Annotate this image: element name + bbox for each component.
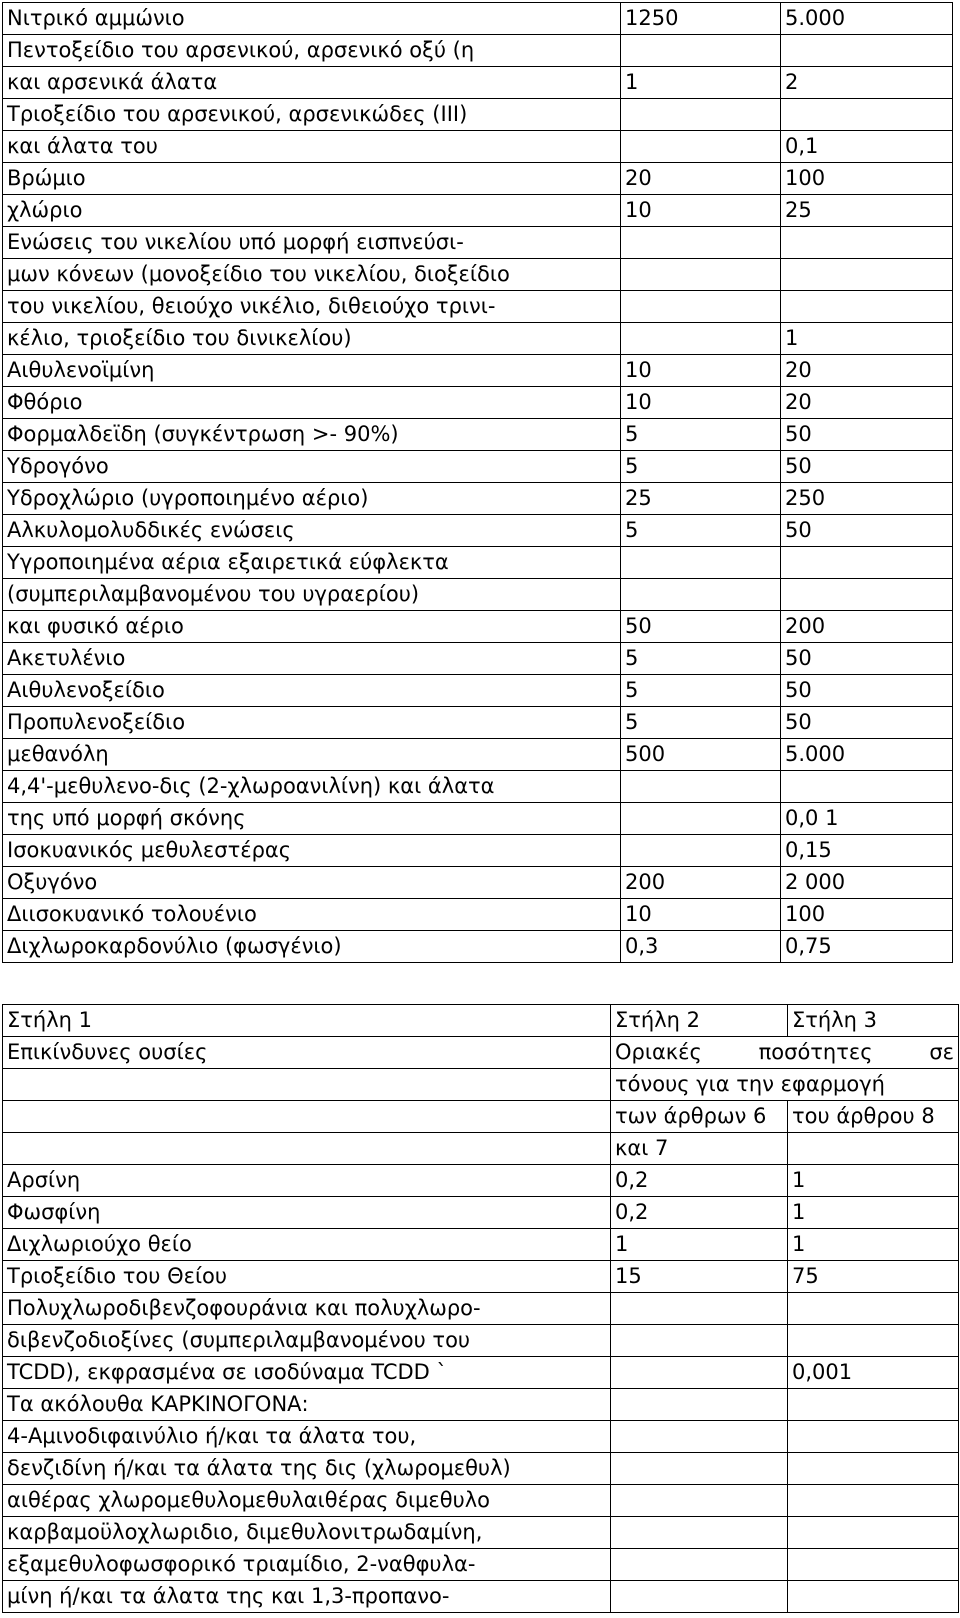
table-row xyxy=(3,67,953,99)
column-2-value-cell xyxy=(621,99,781,131)
column-2-value-cell xyxy=(611,1485,788,1517)
column-2-value-cell: 1 xyxy=(611,1229,788,1261)
substances-table-2 xyxy=(2,1004,959,1613)
substance-name-cell: μεθανόλη xyxy=(3,739,621,771)
substance-name-cell: Φορμαλδεϊδη (συγκέντρωση >- 90%) xyxy=(3,419,621,451)
column-2-value-cell xyxy=(621,131,781,163)
column-3-value-cell: 0,15 xyxy=(781,835,953,867)
table-row xyxy=(3,227,953,259)
substance-name-cell: χλώριο xyxy=(3,195,621,227)
table-row xyxy=(3,1549,959,1581)
table-row xyxy=(3,1197,959,1229)
substance-name-cell: Βρώμιο xyxy=(3,163,621,195)
column-2-value-cell: 10 xyxy=(621,355,781,387)
substance-name-cell: Διχλωροκαρδονύλιο (φωσγένιο) xyxy=(3,931,621,963)
substance-name-cell: Τριοξείδιο του αρσενικού, αρσενικώδες (III) xyxy=(3,99,621,131)
column-2-value-cell xyxy=(611,1357,788,1389)
column-3-value-cell xyxy=(788,1549,959,1581)
column-3-value-cell: 100 xyxy=(781,163,953,195)
column-2-header: Στήλη 2 xyxy=(611,1005,788,1037)
column-3-value-cell xyxy=(781,771,953,803)
column-3-value-cell: 50 xyxy=(781,707,953,739)
column-3-value-cell xyxy=(781,99,953,131)
column-3-value-cell: 0,001 xyxy=(788,1357,959,1389)
column-1-header: Στήλη 1 xyxy=(3,1005,611,1037)
substance-name-cell: Φωσφίνη xyxy=(3,1197,611,1229)
column-2-value-cell xyxy=(621,291,781,323)
table-row xyxy=(3,3,953,35)
table-row xyxy=(3,35,953,67)
column-3-value-cell: 2 000 xyxy=(781,867,953,899)
table-row xyxy=(3,675,953,707)
substances-table-2-header xyxy=(3,1005,959,1165)
subheader-empty-cell xyxy=(3,1133,611,1165)
table-row xyxy=(3,131,953,163)
column-3-value-cell: 1 xyxy=(788,1229,959,1261)
column-3-value-cell xyxy=(788,1517,959,1549)
substance-name-cell: διβενζοδιοξίνες (συμπεριλαμβανομένου του xyxy=(3,1325,611,1357)
column-3-value-cell: 50 xyxy=(781,675,953,707)
column-3-value-cell xyxy=(781,579,953,611)
column-3-value-cell xyxy=(781,291,953,323)
substance-name-cell: Τα ακόλουθα ΚΑΡΚΙΝΟΓΟΝΑ: xyxy=(3,1389,611,1421)
substance-name-cell: 4,4'-μεθυλενο-δις (2-χλωροανιλίνη) και άλατα xyxy=(3,771,621,803)
substance-name-cell: κέλιο, τριοξείδιο του δινικελίου) xyxy=(3,323,621,355)
column-3-value-cell: 25 xyxy=(781,195,953,227)
column-2-value-cell: 1 xyxy=(621,67,781,99)
column-3-value-cell xyxy=(788,1485,959,1517)
table-row xyxy=(3,291,953,323)
column-3-value-cell xyxy=(788,1581,959,1613)
substance-name-cell: δενζιδίνη ή/και τα άλατα της δις (χλωρομεθυλ) xyxy=(3,1453,611,1485)
substance-name-cell: και αρσενικά άλατα xyxy=(3,67,621,99)
table-row xyxy=(3,1357,959,1389)
substance-name-cell: Πεντοξείδιο του αρσενικού, αρσενικό οξύ (η xyxy=(3,35,621,67)
table-row xyxy=(3,451,953,483)
column-3-value-cell: 50 xyxy=(781,451,953,483)
table-row xyxy=(3,611,953,643)
column-2-value-cell: 0,2 xyxy=(611,1197,788,1229)
column-3-value-cell xyxy=(781,547,953,579)
column-2-value-cell: 0,3 xyxy=(621,931,781,963)
table-row xyxy=(3,1485,959,1517)
table-row xyxy=(3,387,953,419)
table-row xyxy=(3,899,953,931)
column-2-value-cell: 5 xyxy=(621,451,781,483)
substance-name-cell: και άλατα του xyxy=(3,131,621,163)
substance-name-cell: αιθέρας χλωρομεθυλομεθυλαιθέρας διμεθυλο xyxy=(3,1485,611,1517)
column-3-value-cell: 200 xyxy=(781,611,953,643)
column-2-value-cell: 500 xyxy=(621,739,781,771)
column-3-value-cell: 0,1 xyxy=(781,131,953,163)
table-row xyxy=(3,547,953,579)
table-row xyxy=(3,643,953,675)
substance-name-cell: Ακετυλένιο xyxy=(3,643,621,675)
table-row xyxy=(3,483,953,515)
column-2-value-cell: 50 xyxy=(621,611,781,643)
subheader-row xyxy=(3,1069,959,1101)
column-3-value-cell: 20 xyxy=(781,387,953,419)
substance-name-cell: TCDD), εκφρασμένα σε ισοδύναμα TCDD ` xyxy=(3,1357,611,1389)
table-row xyxy=(3,1517,959,1549)
column-2-value-cell: 10 xyxy=(621,899,781,931)
substance-name-cell: Ενώσεις του νικελίου υπό μορφή εισπνεύσι- xyxy=(3,227,621,259)
substance-name-cell: Υγροποιημένα αέρια εξαιρετικά εύφλεκτα xyxy=(3,547,621,579)
subheader-row xyxy=(3,1037,959,1069)
table-row xyxy=(3,771,953,803)
substance-name-cell: Οξυγόνο xyxy=(3,867,621,899)
table-row xyxy=(3,195,953,227)
table-row xyxy=(3,1293,959,1325)
substance-name-cell: Διισοκυανικό τολουένιο xyxy=(3,899,621,931)
column-3-value-cell xyxy=(781,259,953,291)
column-3-value-cell: 50 xyxy=(781,419,953,451)
column-2-value-cell xyxy=(611,1581,788,1613)
column-3-value-cell: 50 xyxy=(781,515,953,547)
column-3-value-cell: 50 xyxy=(781,643,953,675)
table-row xyxy=(3,1229,959,1261)
column-3-value-cell: 20 xyxy=(781,355,953,387)
substance-name-cell: 4-Αμινοδιφαινύλιο ή/και τα άλατα του, xyxy=(3,1421,611,1453)
substance-name-cell: Υδρογόνο xyxy=(3,451,621,483)
table-row xyxy=(3,707,953,739)
table-row xyxy=(3,1453,959,1485)
column-2-value-cell: 20 xyxy=(621,163,781,195)
column-2-value-cell: 25 xyxy=(621,483,781,515)
column-2-value-cell xyxy=(621,835,781,867)
column-2-value-cell: 5 xyxy=(621,419,781,451)
column-2-value-cell: 5 xyxy=(621,707,781,739)
column-2-value-cell: 0,2 xyxy=(611,1165,788,1197)
column-3-value-cell: 0,75 xyxy=(781,931,953,963)
column-2-value-cell xyxy=(611,1389,788,1421)
substance-name-cell: Αλκυλομολυδδικές ενώσεις xyxy=(3,515,621,547)
table-row xyxy=(3,1389,959,1421)
column-3-value-cell xyxy=(781,35,953,67)
table-row xyxy=(3,1581,959,1613)
column-3-value-cell xyxy=(788,1293,959,1325)
column-3-value-cell xyxy=(788,1389,959,1421)
table-row xyxy=(3,1261,959,1293)
column-2-value-cell xyxy=(611,1549,788,1581)
column-2-value-cell: 15 xyxy=(611,1261,788,1293)
column-3-value-cell xyxy=(788,1325,959,1357)
substance-name-cell: Αιθυλενοξείδιο xyxy=(3,675,621,707)
column-3-value-cell xyxy=(788,1453,959,1485)
substance-name-cell: Προπυλενοξείδιο xyxy=(3,707,621,739)
column-2-value-cell xyxy=(611,1293,788,1325)
table-row xyxy=(3,259,953,291)
article-8-header: του άρθρου 8 xyxy=(788,1101,959,1133)
table-row xyxy=(3,1325,959,1357)
substance-name-cell: Αιθυλενοϊμίνη xyxy=(3,355,621,387)
column-2-value-cell xyxy=(621,579,781,611)
column-2-value-cell: 5 xyxy=(621,643,781,675)
column-3-value-cell: 0,0 1 xyxy=(781,803,953,835)
table-row xyxy=(3,515,953,547)
table-row xyxy=(3,355,953,387)
column-2-value-cell xyxy=(621,771,781,803)
substance-name-cell: καρβαμοϋλοχλωριδιο, διμεθυλονιτρωδαμίνη, xyxy=(3,1517,611,1549)
substance-name-cell: Νιτρικό αμμώνιο xyxy=(3,3,621,35)
column-3-value-cell: 75 xyxy=(788,1261,959,1293)
column-2-value-cell xyxy=(611,1421,788,1453)
column-2-value-cell xyxy=(611,1517,788,1549)
substance-name-cell: μίνη ή/και τα άλατα της και 1,3-προπανο- xyxy=(3,1581,611,1613)
substances-table-1-body xyxy=(3,3,953,963)
table-row xyxy=(3,99,953,131)
table-row xyxy=(3,835,953,867)
table-row xyxy=(3,739,953,771)
substance-name-cell: Πολυχλωροδιβενζοφουράνια και πολυχλωρο- xyxy=(3,1293,611,1325)
articles-6-7-header-cont: και 7 xyxy=(611,1133,788,1165)
column-2-value-cell: 200 xyxy=(621,867,781,899)
table-row xyxy=(3,1421,959,1453)
column-2-value-cell: 10 xyxy=(621,387,781,419)
column-3-value-cell: 1 xyxy=(788,1165,959,1197)
table-row xyxy=(3,867,953,899)
subheader-empty-cell xyxy=(788,1133,959,1165)
column-2-value-cell: 5 xyxy=(621,675,781,707)
table-row xyxy=(3,419,953,451)
substance-name-cell: Τριοξείδιο του Θείου xyxy=(3,1261,611,1293)
column-2-value-cell xyxy=(621,547,781,579)
column-2-value-cell xyxy=(621,323,781,355)
column-3-value-cell: 5.000 xyxy=(781,739,953,771)
substance-name-cell: μων κόνεων (μονοξείδιο του νικελίου, διοξείδιο xyxy=(3,259,621,291)
substance-name-cell: Φθόριο xyxy=(3,387,621,419)
table-row xyxy=(3,163,953,195)
column-3-value-cell: 1 xyxy=(788,1197,959,1229)
column-2-value-cell: 10 xyxy=(621,195,781,227)
substance-name-cell: εξαμεθυλοφωσφορικό τριαμίδιο, 2-ναθφυλα- xyxy=(3,1549,611,1581)
subheader-empty-cell xyxy=(3,1101,611,1133)
column-2-value-cell xyxy=(611,1453,788,1485)
column-3-value-cell: 2 xyxy=(781,67,953,99)
substances-table-1 xyxy=(2,2,953,963)
substances-table-2-body xyxy=(3,1165,959,1613)
substance-name-cell: του νικελίου, θειούχο νικέλιο, διθειούχο τρινι- xyxy=(3,291,621,323)
table-row xyxy=(3,579,953,611)
limit-quantities-header: Οριακές ποσότητες σε xyxy=(611,1037,959,1069)
substance-name-cell: Διχλωριούχο θείο xyxy=(3,1229,611,1261)
table-row xyxy=(3,931,953,963)
table-row xyxy=(3,1165,959,1197)
column-3-value-cell xyxy=(781,227,953,259)
substance-name-cell: Αρσίνη xyxy=(3,1165,611,1197)
column-2-value-cell: 5 xyxy=(621,515,781,547)
substance-name-cell: (συμπεριλαμβανομένου του υγραερίου) xyxy=(3,579,621,611)
column-2-value-cell xyxy=(621,227,781,259)
limit-quantities-header-cont: τόνους για την εφαρμογή xyxy=(611,1069,959,1101)
column-2-value-cell: 1250 xyxy=(621,3,781,35)
table-row xyxy=(3,323,953,355)
articles-6-7-header: των άρθρων 6 xyxy=(611,1101,788,1133)
column-2-value-cell xyxy=(621,35,781,67)
column-2-value-cell xyxy=(611,1325,788,1357)
column-3-value-cell: 250 xyxy=(781,483,953,515)
column-3-value-cell xyxy=(788,1421,959,1453)
substance-name-cell: της υπό μορφή σκόνης xyxy=(3,803,621,835)
column-header-row xyxy=(3,1005,959,1037)
column-3-value-cell: 5.000 xyxy=(781,3,953,35)
column-3-value-cell: 100 xyxy=(781,899,953,931)
column-2-value-cell xyxy=(621,259,781,291)
subheader-row xyxy=(3,1133,959,1165)
column-3-header: Στήλη 3 xyxy=(788,1005,959,1037)
column-3-value-cell: 1 xyxy=(781,323,953,355)
substance-name-cell: και φυσικό αέριο xyxy=(3,611,621,643)
column-2-value-cell xyxy=(621,803,781,835)
subheader-row xyxy=(3,1101,959,1133)
substance-name-cell: Ισοκυανικός μεθυλεστέρας xyxy=(3,835,621,867)
dangerous-substances-header: Επικίνδυνες ουσίες xyxy=(3,1037,611,1069)
substance-name-cell: Υδροχλώριο (υγροποιημένο αέριο) xyxy=(3,483,621,515)
table-row xyxy=(3,803,953,835)
subheader-empty-cell xyxy=(3,1069,611,1101)
